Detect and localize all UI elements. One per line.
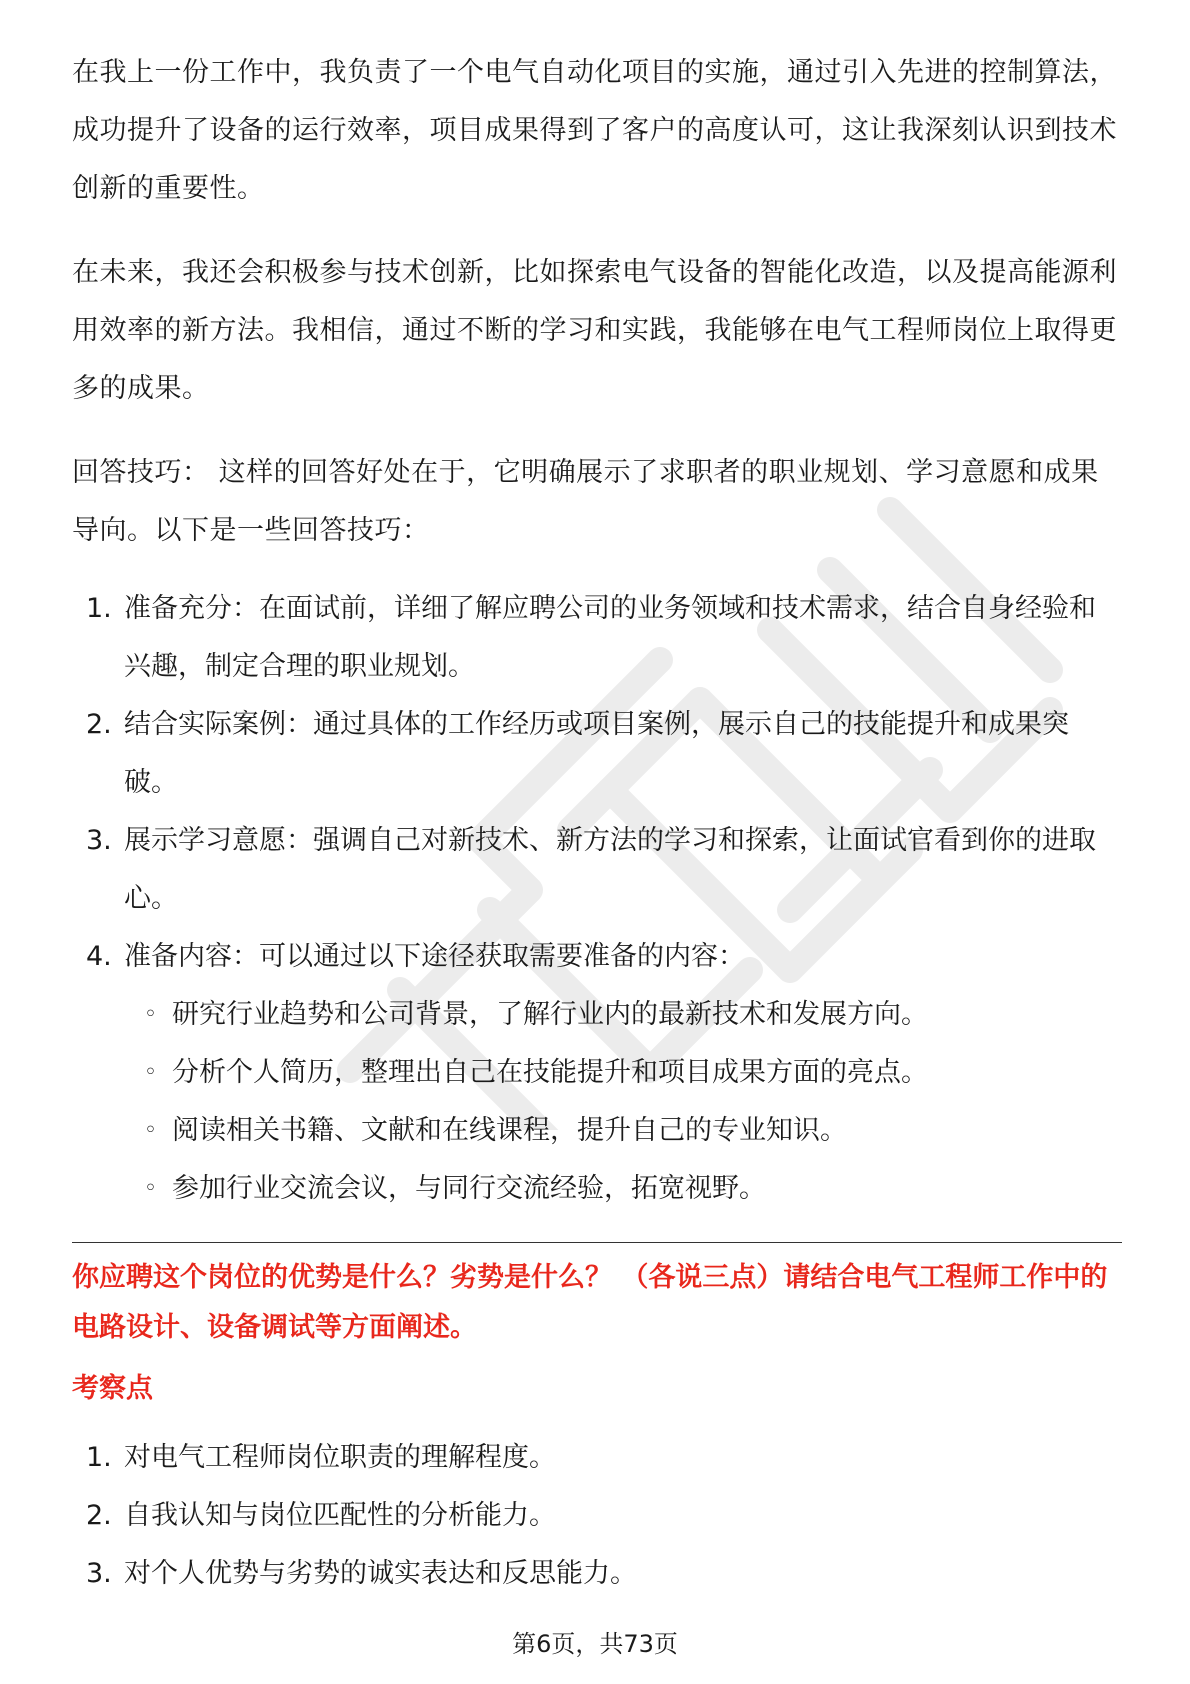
list-number: 1. xyxy=(86,593,112,624)
list-number: 2. xyxy=(86,1500,112,1531)
question-heading: 你应聘这个岗位的优势是什么？劣势是什么？ （各说三点）请结合电气工程师工作中的电路设计、设备调试等方面阐述。 xyxy=(72,1262,1108,1343)
list-item-text: 准备充分：在面试前，详细了解应聘公司的业务领域和技术需求，结合自身经验和兴趣，制定合理的职业规划。 xyxy=(124,593,1096,682)
list-item xyxy=(72,696,1122,812)
list-item-text: 自我认知与岗位匹配性的分析能力。 xyxy=(124,1500,556,1531)
sub-list xyxy=(124,986,1122,1218)
circle-bullet-icon: ◦ xyxy=(144,1002,157,1027)
sub-list-item-text: 阅读相关书籍、文献和在线课程，提升自己的专业知识。 xyxy=(172,1115,847,1146)
paragraph: 回答技巧： 这样的回答好处在于，它明确展示了求职者的职业规划、学习意愿和成果导向。以下是一些回答技巧： xyxy=(72,457,1099,546)
list-number: 1. xyxy=(86,1442,112,1473)
document-body xyxy=(72,44,1122,1603)
list-item xyxy=(72,1429,1122,1487)
list-number: 2. xyxy=(86,709,112,740)
list-number: 4. xyxy=(86,941,112,972)
list-item xyxy=(72,580,1122,696)
paragraph: 在我上一份工作中，我负责了一个电气自动化项目的实施，通过引入先进的控制算法，成功提升了设备的运行效率，项目成果得到了客户的高度认可，这让我深刻认识到技术创新的重要性。 xyxy=(72,57,1117,204)
sub-list-item xyxy=(124,1044,1122,1102)
list-item xyxy=(72,1487,1122,1545)
paragraph: 在未来，我还会积极参与技术创新，比如探索电气设备的智能化改造，以及提高能源利用效率的新方法。我相信，通过不断的学习和实践，我能够在电气工程师岗位上取得更多的成果。 xyxy=(72,257,1117,404)
list-number: 3. xyxy=(86,825,112,856)
circle-bullet-icon: ◦ xyxy=(144,1060,157,1085)
tips-list xyxy=(72,580,1122,1218)
section-divider xyxy=(72,1242,1122,1243)
sub-list-item xyxy=(124,1160,1122,1218)
list-item xyxy=(72,928,1122,1218)
list-number: 3. xyxy=(86,1558,112,1589)
list-item-text: 展示学习意愿：强调自己对新技术、新方法的学习和探索，让面试官看到你的进取心。 xyxy=(124,825,1096,914)
sub-list-item xyxy=(124,1102,1122,1160)
list-item-text: 对个人优势与劣势的诚实表达和反思能力。 xyxy=(124,1558,637,1589)
sub-list-item-text: 参加行业交流会议，与同行交流经验，拓宽视野。 xyxy=(172,1173,766,1204)
sub-list-item-text: 分析个人简历，整理出自己在技能提升和项目成果方面的亮点。 xyxy=(172,1057,928,1088)
section-label: 考察点 xyxy=(72,1373,153,1404)
list-item-text: 对电气工程师岗位职责的理解程度。 xyxy=(124,1442,556,1473)
list-item-text: 准备内容：可以通过以下途径获取需要准备的内容： xyxy=(124,941,745,972)
circle-bullet-icon: ◦ xyxy=(144,1118,157,1143)
list-item xyxy=(72,812,1122,928)
page-footer: 第6页，共73页 xyxy=(512,1630,678,1658)
assessment-points-list xyxy=(72,1429,1122,1603)
sub-list-item xyxy=(124,986,1122,1044)
circle-bullet-icon: ◦ xyxy=(144,1176,157,1201)
list-item xyxy=(72,1545,1122,1603)
sub-list-item-text: 研究行业趋势和公司背景，了解行业内的最新技术和发展方向。 xyxy=(172,999,928,1030)
list-item-text: 结合实际案例：通过具体的工作经历或项目案例，展示自己的技能提升和成果突破。 xyxy=(124,709,1069,798)
